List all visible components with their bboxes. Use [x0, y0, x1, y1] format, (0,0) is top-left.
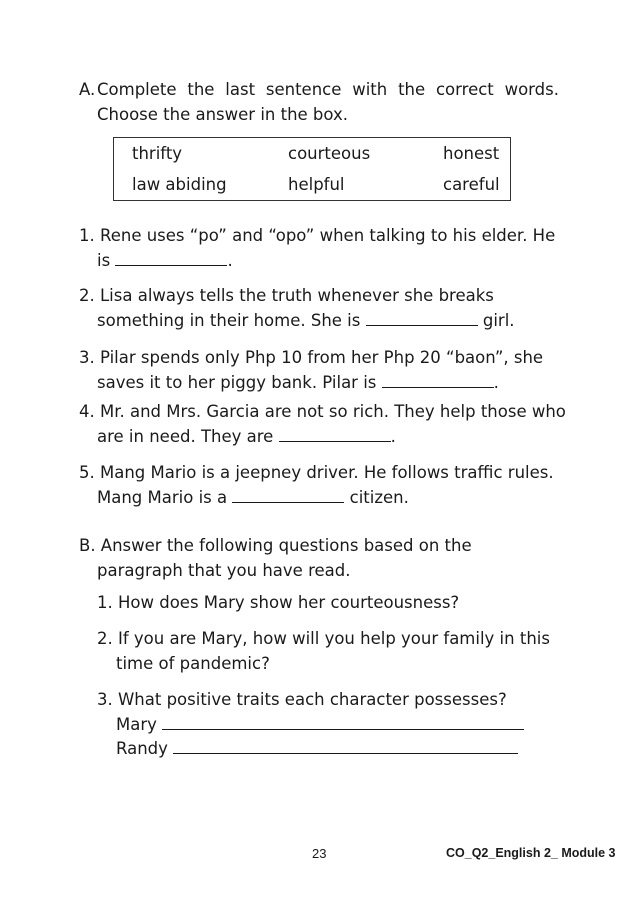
question-b2-line2: time of pandemic?: [116, 654, 270, 673]
question-b2-line1: 2. If you are Mary, how will you help your family in this: [97, 629, 550, 648]
randy-answer-blank[interactable]: [173, 738, 518, 754]
item-a1-line2: [97, 249, 233, 273]
section-b-line2: paragraph that you have read.: [97, 561, 351, 580]
item-a5-line1: 5. Mang Mario is a jeepney driver. He follows traffic rules.: [79, 463, 554, 482]
answer-word-box: [113, 137, 511, 201]
word-honest: honest: [443, 144, 500, 163]
item-a1-post: .: [227, 251, 233, 270]
item-a3-blank[interactable]: [382, 372, 494, 388]
item-a5-blank[interactable]: [232, 487, 344, 503]
item-a2-post: girl.: [482, 311, 515, 330]
item-a4-blank[interactable]: [279, 426, 391, 442]
mary-answer-line: [116, 713, 524, 737]
item-a2-line2: [97, 309, 515, 333]
item-a1-pre: is: [97, 251, 111, 270]
item-a1-blank[interactable]: [115, 250, 227, 266]
randy-answer-line: [116, 737, 518, 761]
question-b3: 3. What positive traits each character possesses?: [97, 690, 507, 709]
item-a2-pre: something in their home. She is: [97, 311, 361, 330]
item-a4-line1: 4. Mr. and Mrs. Garcia are not so rich. They help those who: [79, 402, 566, 421]
item-a3-line1: 3. Pilar spends only Php 10 from her Php 20 “baon”, she: [79, 348, 544, 367]
question-b1: 1. How does Mary show her courteousness?: [97, 593, 460, 612]
section-b-line1: B. Answer the following questions based on the: [79, 536, 472, 555]
randy-label: Randy: [116, 739, 168, 758]
word-law-abiding: law abiding: [132, 175, 227, 194]
page-number: 23: [312, 846, 327, 861]
mary-label: Mary: [116, 715, 157, 734]
item-a3-line2: [97, 371, 499, 395]
mary-answer-blank[interactable]: [162, 714, 524, 730]
item-a5-post: citizen.: [349, 488, 409, 507]
module-code: CO_Q2_English 2_ Module 3: [446, 846, 616, 860]
item-a1-line1: 1. Rene uses “po” and “opo” when talking to his elder. He: [79, 226, 556, 245]
word-courteous: courteous: [288, 144, 371, 163]
word-helpful: helpful: [288, 175, 345, 194]
item-a5-pre: Mang Mario is a: [97, 488, 228, 507]
item-a4-post: .: [390, 427, 396, 446]
item-a3-post: .: [493, 373, 499, 392]
item-a3-pre: saves it to her piggy bank. Pilar is: [97, 373, 377, 392]
item-a2-blank[interactable]: [366, 310, 478, 326]
section-a-line1: Complete the last sentence with the correct words.: [97, 80, 559, 99]
item-a4-pre: are in need. They are: [97, 427, 274, 446]
item-a2-line1: 2. Lisa always tells the truth whenever she breaks: [79, 286, 494, 305]
item-a5-line2: [97, 486, 409, 510]
word-careful: careful: [443, 175, 500, 194]
section-a-letter: A.: [79, 80, 96, 99]
section-a-line2: Choose the answer in the box.: [97, 105, 349, 124]
word-thrifty: thrifty: [132, 144, 183, 163]
item-a4-line2: [97, 425, 396, 449]
